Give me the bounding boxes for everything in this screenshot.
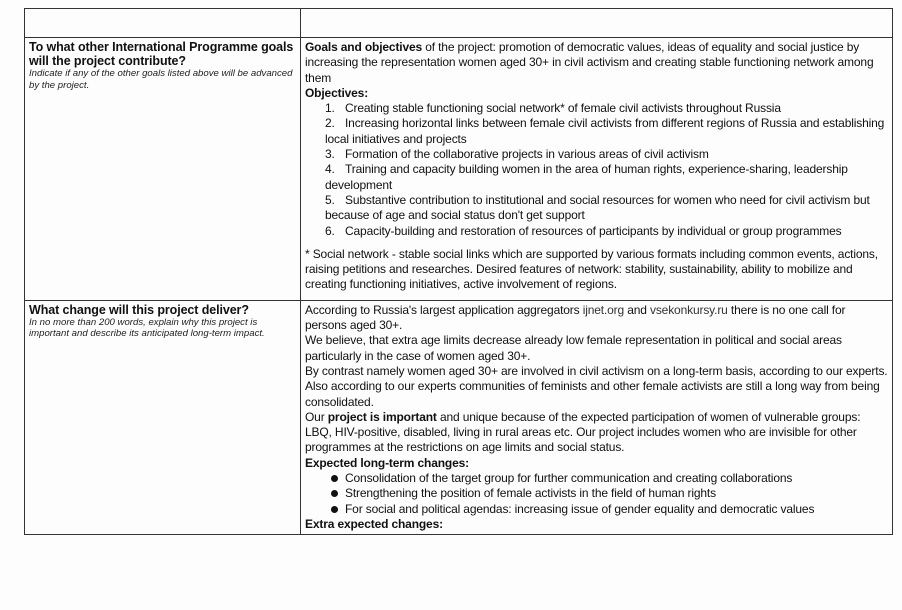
aggregators-paragraph: According to Russia's largest application aggregators ijnet.org and vsekonkursy.ru there is no one call for persons aged 30+. <box>305 302 846 333</box>
objectives-list <box>305 101 888 239</box>
vsekonkursy-link[interactable]: vsekonkursy.ru <box>649 302 728 317</box>
goals-lead-text: of the project: promotion of democratic values, ideas of equality and social justice by increasing the representation women aged 30+ in civil activism and creating stable functioning network among them <box>305 40 874 85</box>
application-form-table <box>24 8 893 535</box>
extra-changes-heading: Extra expected changes: <box>305 516 443 531</box>
question-hint: In no more than 200 words, explain why this project is important and describe its anticipated long-term impact. <box>29 316 265 340</box>
ijnet-link[interactable]: ijnet.org <box>582 302 625 317</box>
question-title: What change will this project deliver? <box>29 302 249 317</box>
age-limits-paragraph: We believe, that extra age limits decrease already low female representation in political and social areas particularly in the case of women aged 30+. <box>305 333 842 363</box>
list-item: 3. Formation of the collaborative projects in various areas of civil activism <box>325 147 709 162</box>
changes-heading: Expected long-term changes: <box>305 455 469 470</box>
list-item: 1. Creating stable functioning social network* of female civil activists throughout Russia <box>325 101 781 116</box>
answer-cell-change <box>301 300 893 534</box>
table-row-goals <box>25 38 893 301</box>
question-title: To what other International Programme goals will the project contribute? <box>29 40 294 68</box>
list-item: 5. Substantive contribution to institutional and social resources for women who need for civil activism but because of age and social status don't get support <box>325 192 870 223</box>
list-item: 4. Training and capacity building women in the area of human rights, experience-sharing, leadership development <box>325 162 848 192</box>
list-item: Consolidation of the target group for further communication and creating collaborations <box>305 471 888 486</box>
importance-paragraph: Our project is important and unique because of the expected participation of women of vulnerable groups: LBQ, HIV-positive, disabled, living in rural areas etc. Our project includes women who are invisible for other programmes at the restrictions on age limits and social status. <box>305 409 861 455</box>
changes-list <box>305 471 888 517</box>
goals-lead-bold: Goals and objectives <box>305 40 423 54</box>
list-item: 2. Increasing horizontal links between female civil activists from different regions of Russia and establishing local initiatives and projects <box>325 116 885 146</box>
bullet-icon <box>331 506 338 513</box>
list-item: Strengthening the position of female activists in the field of human rights <box>305 486 888 501</box>
table-row-empty <box>25 9 893 38</box>
empty-cell-left <box>25 9 301 38</box>
footnote: * Social network - stable social links which are supported by various formats including common events, actions, raising petitions and researches. Desired features of network: stability, sustainability, ability to mobilize and creating functioning initiatives, active involvement of regions. <box>305 246 878 292</box>
goals-paragraph <box>305 40 888 86</box>
list-item: For social and political agendas: increasing issue of gender equality and democratic values <box>305 502 888 517</box>
question-cell-change <box>25 300 301 534</box>
bullet-icon <box>331 490 338 497</box>
question-cell-goals <box>25 38 301 301</box>
list-item: 6. Capacity-building and restoration of resources of participants by individual or group programmes <box>325 223 842 238</box>
bullet-icon <box>331 475 338 482</box>
question-hint: Indicate if any of the other goals listed above will be advanced by the project. <box>29 68 293 91</box>
objectives-heading: Objectives: <box>305 85 369 100</box>
answer-cell-goals <box>301 38 893 301</box>
empty-cell-right <box>301 9 893 38</box>
table-row-change <box>25 300 893 534</box>
experts-paragraph: By contrast namely women aged 30+ are involved in civil activism on a long-term basis, according to our experts. Also according to our experts communities of feminists and other female activists are still a long way from being consolidated. <box>305 363 888 409</box>
